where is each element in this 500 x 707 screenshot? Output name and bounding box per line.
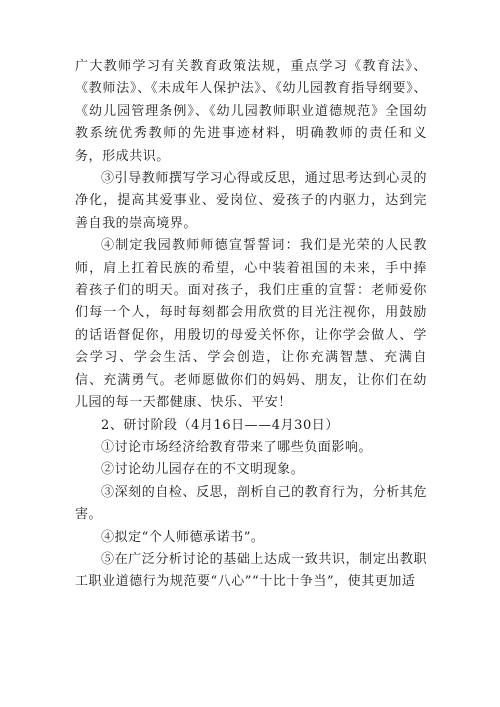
list-item-commitment-letter: ④拟定“个人师德承诺书”。: [101, 529, 265, 545]
list-item-self-examination: ③深刻的自检、反思，剖析自己的教育行为，分析其危害。: [75, 484, 427, 523]
paragraph-study-regulations: 广大教师学习有关教育政策法规，重点学习《教育法》、《教师法》、《未成年人保护法》、《幼儿园教育指导纲要》、《幼儿园管理条例》、《幼儿园教师职业道德规范》全国幼教系统优秀教师的先进事迹材料，明确教师的责任和义务，形成共识。: [75, 59, 427, 164]
document-body: [75, 56, 427, 594]
list-item-consensus: ⑤在广泛分析讨论的基础上达成一致共识，制定出教职工职业道德行为规范要“八心”“十比十争当”，使其更加适: [75, 551, 427, 590]
paragraph-reflection: ③引导教师撰写学习心得或反思，通过思考达到心灵的净化，提高其爱事业、爱岗位、爱孩子的内驱力，达到完善自我的崇高境界。: [75, 171, 427, 231]
paragraph-oath: ④制定我园教师师德宣誓誓词：我们是光荣的人民教师，肩上扛着民族的希望，心中装着祖国的未来，手中捧着孩子们的明天。面对孩子，我们庄重的宣誓：老师爱你们每一个人，每时每刻都会用欣赏的目光注视你，用鼓励的话语督促你，用殷切的母爱关怀你，让你学会做人、学会学习、学会生活、学会创造，让你充满智慧、充满自信、充满勇气。老师愿做你们的妈妈、朋友，让你们在幼儿园的每一天都健康、快乐、平安！: [75, 238, 427, 411]
list-item-market-economy: ①讨论市场经济给教育带来了哪些负面影响。: [101, 439, 373, 455]
section-heading-discussion-stage: 2、研讨阶段（4月16日——4月30日）: [101, 417, 339, 433]
list-item-uncivil-phenomena: ②讨论幼儿园存在的不文明现象。: [101, 462, 305, 478]
